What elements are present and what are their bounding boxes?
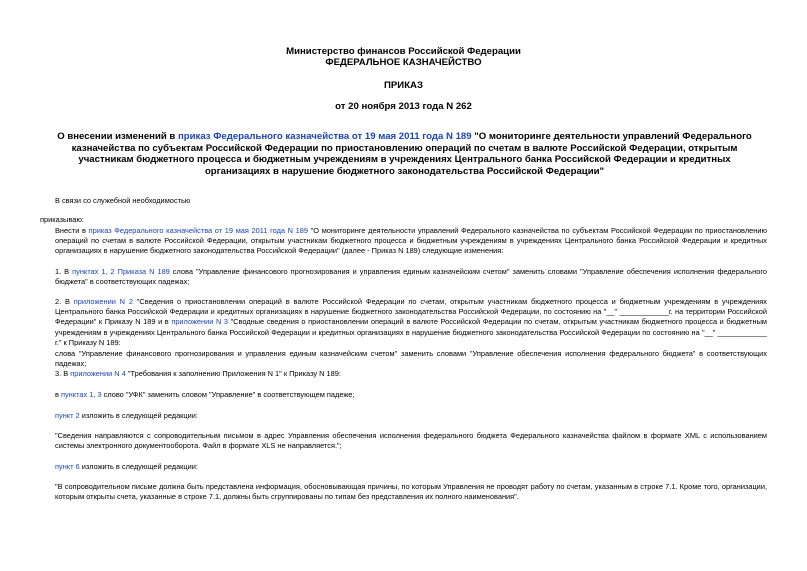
document-date: от 20 ноября 2013 года N 262 — [335, 101, 472, 112]
appendix-3-link[interactable]: приложении N 3 — [171, 317, 228, 327]
p5-text-a: 2. В — [55, 297, 74, 306]
paragraph-item-3 — [55, 369, 767, 379]
paragraph-item-2 — [55, 297, 767, 348]
paragraph-words-replace: слова "Управление финансового прогнозирования и управления единым казначейским счетом" заменить словами "Управление обеспечения исполнения федерального бюджета" в соответствующих падежах; — [55, 349, 767, 369]
p3-text-a: Внести в — [55, 226, 89, 235]
p8-text-b: слово "УФК" заменить словом "Управление" в соответствующем падеже; — [101, 390, 355, 399]
title-order-link[interactable]: приказ Федерального казначейства от 19 мая 2011 года N 189 — [177, 131, 472, 142]
point-6-link[interactable]: пункт 6 — [55, 462, 80, 471]
points-1-3-link[interactable]: пунктах 1, 3 — [60, 390, 102, 399]
title-rest: "О мониторинге деятельности управлений Федерального казначейства по субъектам Российской Федерации по приостановлению операций по счетам в валюте Российской Федерации, открытым участникам бюджетного процесса и бюджетным учреждениям в учреждениях Центрального банка Российской Федерации и кредитных организациях в нарушение бюджетного законодательства Российской Федерации" — [71, 131, 752, 177]
order-189-link[interactable]: приказ Федерального казначейства от 19 мая 2011 года N 189 — [88, 226, 308, 235]
points-1-2-link[interactable]: пунктах 1, 2 Приказа N 189 — [72, 267, 170, 276]
p5-text-c: "Сводные сведения о приостановлении операций в валюте Российской Федерации по счетам, открытым участникам бюджетного процесса и бюджетным учреждениям в учреждениях Центрального банка Российской Федерации и кредитных организациях в нарушение бюджетного законодательства Российской Федерации по состоянию на "__" ____________ г." к Приказу N 189: — [55, 317, 767, 347]
paragraph-amendments-intro — [55, 226, 767, 257]
p5-text-b: "Сведения о приостановлении операций в валюте Российской Федерации по счетам, открытым участникам бюджетного процесса и бюджетным учреждениям в учреждениях Центрального банка Российской Федерации и кредитных организациях в нарушение бюджетного законодательства Российской Федерации, по состоянию на "__" ____________г. на территории Российской Федерации" к Приказу N 189 и в — [55, 297, 767, 327]
paragraph-point-2-text: "Сведения направляются с сопроводительным письмом в адрес Управления обеспечения исполнения федерального бюджета Федерального казначейства файлом в формате XML с использованием системы электронного документооборота. Файл в формате XLS не направляется."; — [55, 431, 767, 451]
paragraph-points-1-3 — [55, 390, 767, 400]
p9-text-b: изложить в следующей редакции: — [79, 411, 198, 420]
p4-text-b: слова "Управление финансового прогнозирования и управления единым казначейским счетом" заменить словами "Управление обеспечения исполнения федерального бюджета" в соответствующих падежах; — [55, 267, 767, 287]
p4-text-a: 1. В — [55, 267, 73, 276]
appendix-2-link[interactable]: приложении N 2 — [73, 297, 133, 306]
p8-text-a: в — [55, 390, 61, 399]
paragraph-point-2 — [55, 411, 767, 421]
p3-text-b: "О мониторинге деятельности управлений Федерального казначейства по субъектам Российской Федерации по приостановлению операций по счетам в валюте Российской Федерации, открытым участникам бюджетного процесса и бюджетным учреждениям в учреждениях Центрального банка Российской Федерации и кредитных организациях в нарушение бюджетного законодательства Российской Федерации" (далее - Приказ N 189) следующие изменения: — [55, 226, 767, 256]
ministry-name: Министерство финансов Российской Федерации — [286, 46, 521, 57]
paragraph-item-1 — [55, 267, 767, 287]
paragraph-order-word: приказываю: — [40, 215, 84, 224]
appendix-4-link[interactable]: приложении N 4 — [70, 369, 126, 378]
p7-text-b: "Требования к заполнению Приложения N 1" к Приказу N 189: — [125, 369, 341, 378]
paragraph-point-6-text: "В сопроводительном письме должна быть представлена информация, обосновывающая причины, по которым Управления не проводят работу по счетам, указанным в строке 7.1. Кроме того, организации, которым открыты счета, указанные в строке 7.1, должны быть сгруппированы по типам без представления их полного наименования". — [55, 482, 767, 502]
document-type: ПРИКАЗ — [384, 80, 423, 91]
document-title — [48, 131, 761, 177]
p7-text-a: 3. В — [55, 369, 71, 378]
paragraph-reason: В связи со служебной необходимостью — [55, 196, 191, 205]
title-prefix: О внесении изменений в — [57, 131, 178, 142]
paragraph-point-6 — [55, 462, 767, 472]
p11-text-b: изложить в следующей редакции: — [79, 462, 198, 471]
agency-name: ФЕДЕРАЛЬНОЕ КАЗНАЧЕЙСТВО — [325, 57, 482, 68]
point-2-link[interactable]: пункт 2 — [55, 411, 80, 420]
